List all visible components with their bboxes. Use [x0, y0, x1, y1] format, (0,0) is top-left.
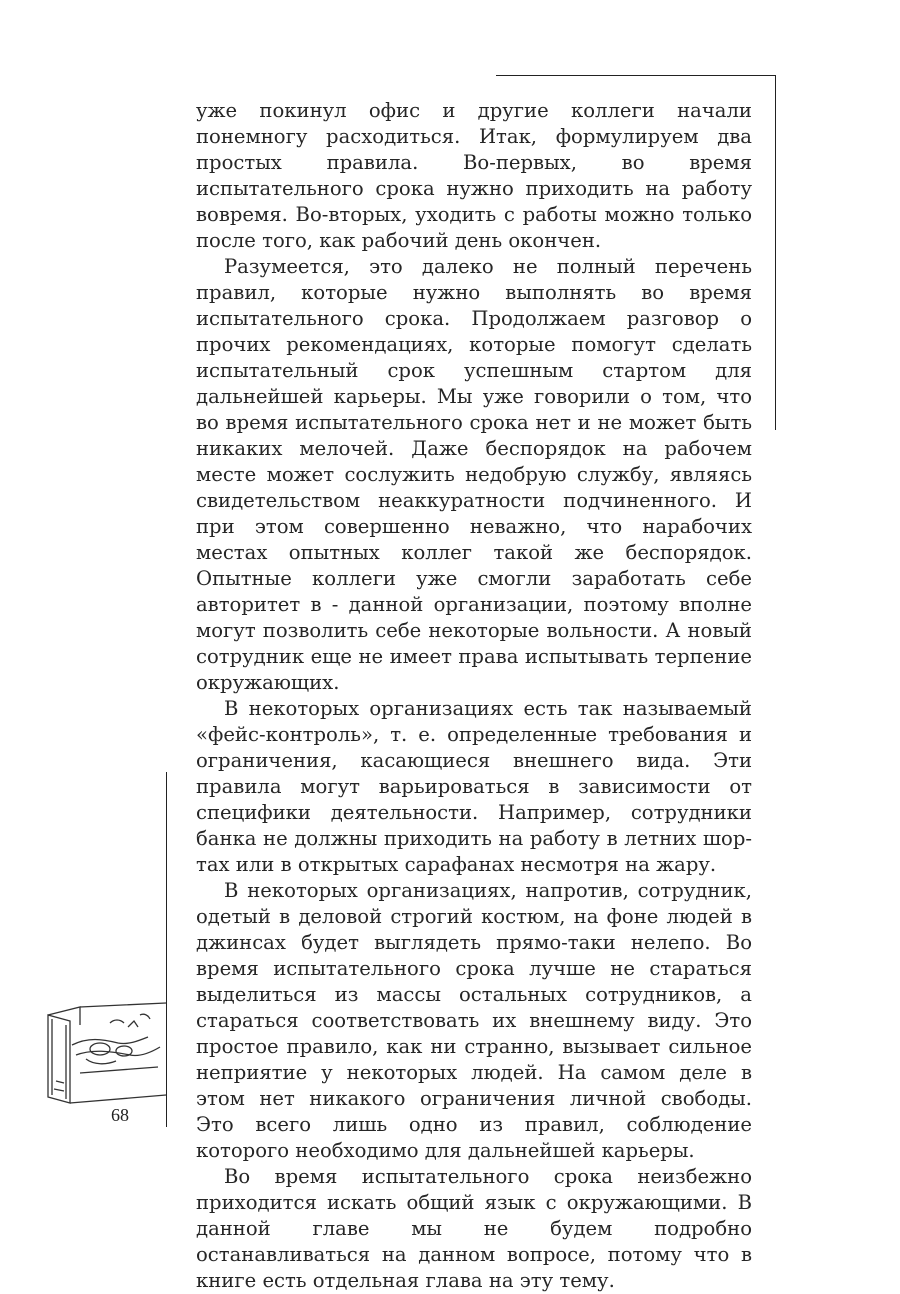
- paragraph-3: В некоторых организациях есть так называемый «фейс-контроль», т. е. определенные требования и ограничения, касающиеся внешнего вида. Эти правила могут варьироваться в зависимости от специфики деятельности. Например, сотрудники банка не должны приходить на работу в летних шортах или в открытых сарафанах несмотря на жару.: [196, 697, 752, 876]
- paragraph-2: Разумеется, это далеко не полный перечень правил, которые нужно выполнять во время испытательного срока. Продолжаем разговор о прочих рекомендациях, которые помогут сделать испытательный срок успешным стартом для дальнейшей карьеры. Мы уже говорили о том, что во время испытательного срока нет и не может быть никаких мелочей. Даже беспорядок на рабочем месте может сослужить недобрую службу, являясь свидетельством неаккуратности подчиненного. И при этом совершенно неважно, что нарабочих местах опытных коллег такой же беспорядок. Опытные коллеги уже смогли заработать себе авторитет в - данной организации, поэтому вполне могут позволить себе некоторые вольности. А новый сотрудник еще не имеет права испытывать терпение окружающих.: [196, 255, 752, 694]
- frame-right-line: [775, 75, 776, 430]
- door-illustration: [40, 985, 170, 1105]
- page-number: 68: [111, 1105, 129, 1125]
- frame-top-line: [496, 75, 776, 76]
- body-text: [196, 98, 752, 1294]
- paragraph-1: уже покинул офис и другие коллеги начали понемногу расходиться. Итак, формулируем два простых правила. Во-первых, во время испытательного срока нужно приходить на работу вовремя. Во-вторых, уходить с работы можно только после того, как рабочий день окончен.: [196, 99, 752, 252]
- paragraph-5: Во время испытательного срока неизбежно приходится искать общий язык с окружающими. В данной главе мы не будем подробно останавливаться на данном вопросе, потому что в книге есть отдельная глава на эту тему.: [196, 1165, 752, 1292]
- paragraph-4: В некоторых организациях, напротив, сотрудник, одетый в деловой строгий костюм, на фоне людей в джинсах будет выглядеть прямо-таки нелепо. Во время испытательного срока лучше не стараться выделиться из массы остальных сотрудников, а стараться соответствовать их внешнему виду. Это простое правило, как ни странно, вызывает сильное неприятие у некоторых людей. На самом деле в этом нет никакого ограничения личной свободы. Это всего лишь одно из правил, соблюдение которого необходимо для дальнейшей карьеры.: [196, 879, 752, 1162]
